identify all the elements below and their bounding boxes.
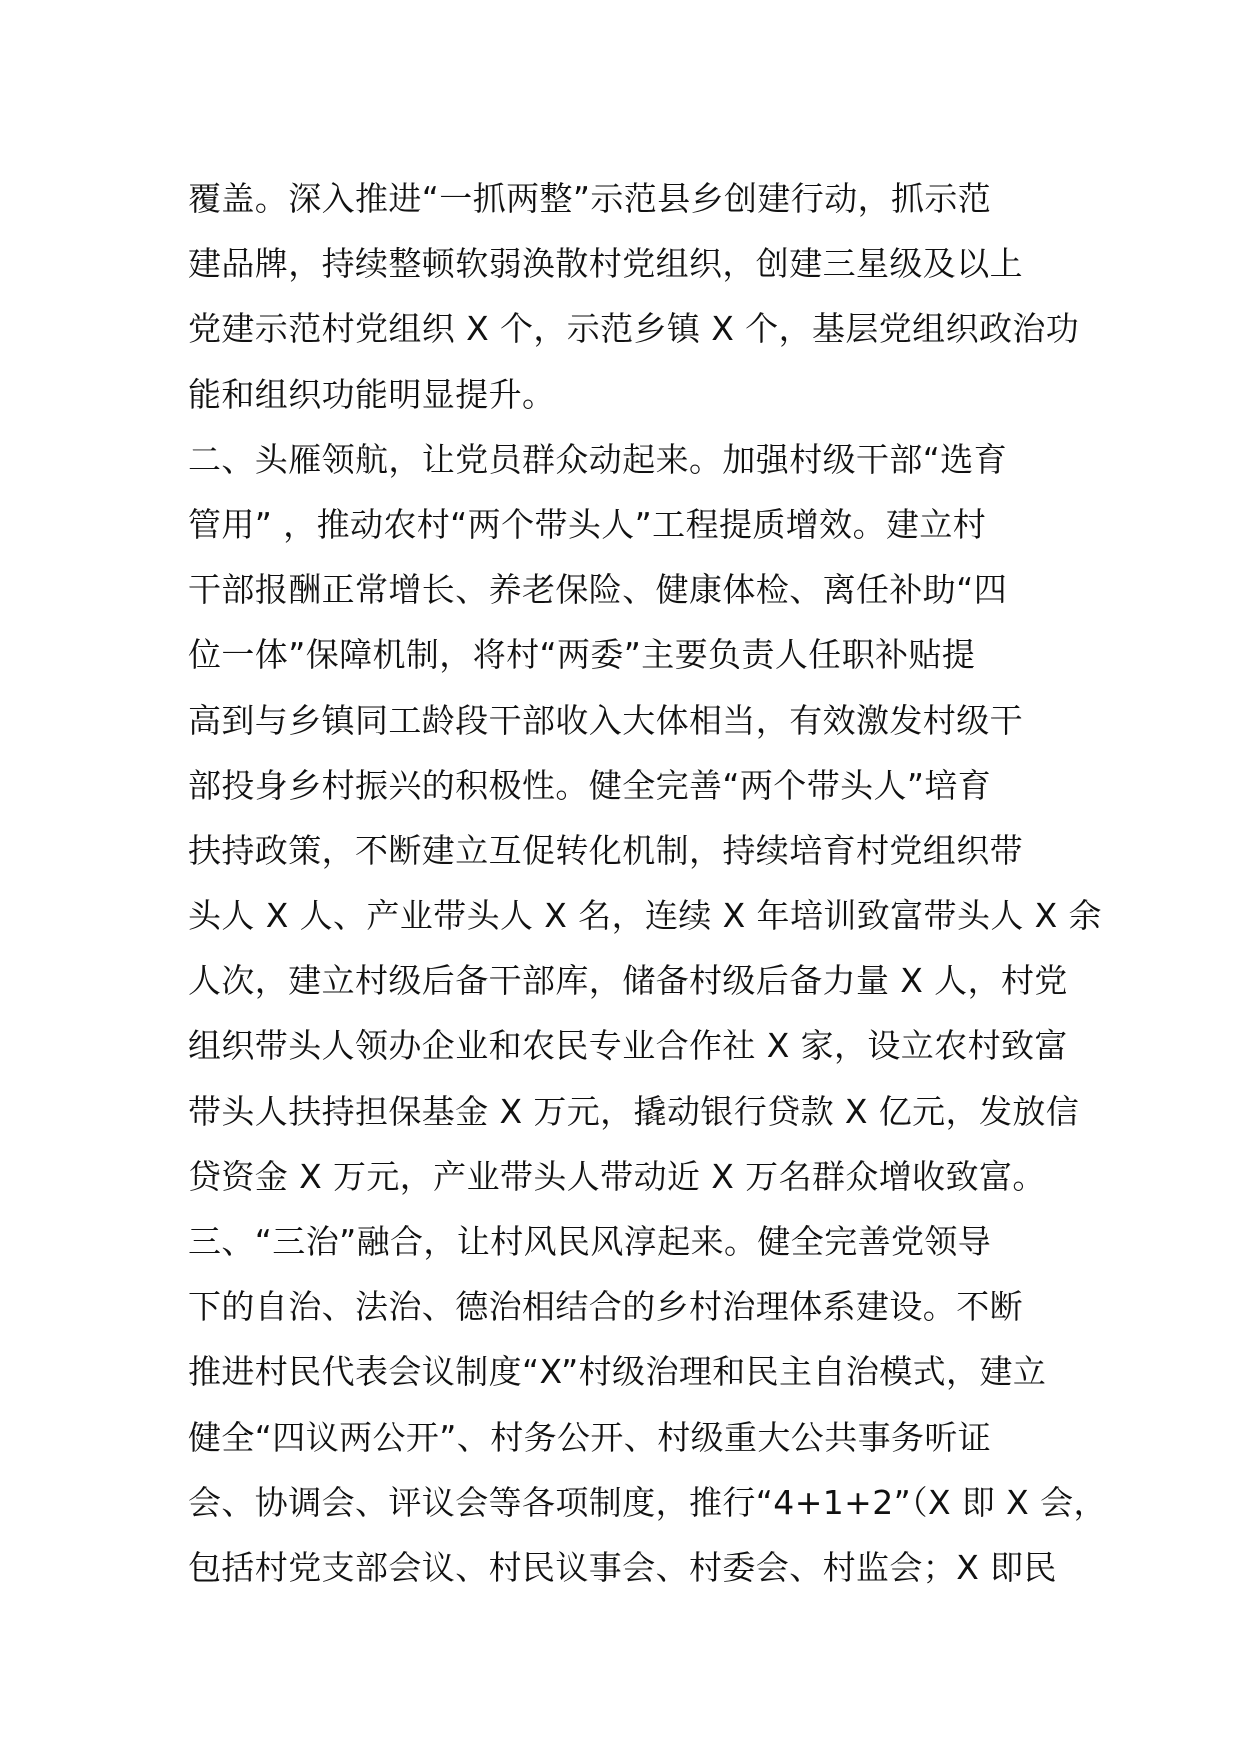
text-line: 二、头雁领航，让党员群众动起来。加强村级干部“选育 [188, 439, 1008, 479]
text-line: 覆盖。深入推进“一抓两整”示范县乡创建行动，抓示范 [188, 179, 992, 218]
text-line: 健全“四议两公开”、村务公开、村级重大公共事务听证 [188, 1417, 992, 1457]
text-line: 带头人扶持担保基金 X 万元，撬动银行贷款 X 亿元，发放信 [188, 1091, 1080, 1131]
text-line: 会、协调会、评议会等各项制度，推行“4+1+2”（X 即 X 会， [188, 1482, 1107, 1522]
text-line: 能和组织功能明显提升。 [188, 374, 556, 414]
text-line: 组织带头人领办企业和农民专业合作社 X 家，设立农村致富 [188, 1026, 1068, 1066]
text-line: 下的自治、法治、德治相结合的乡村治理体系建设。不断 [188, 1287, 1023, 1327]
text-line: 建品牌，持续整顿软弱涣散村党组织，创建三星级及以上 [188, 244, 1023, 284]
text-line: 人次，建立村级后备干部库，储备村级后备力量 X 人，村党 [188, 961, 1068, 1001]
text-line: 推进村民代表会议制度“X”村级治理和民主自治模式，建立 [188, 1352, 1047, 1392]
text-line: 三、“三治”融合，让村风民风淳起来。健全完善党领导 [188, 1222, 992, 1261]
text-line: 管用” ，推动农村“两个带头人”工程提质增效。建立村 [188, 504, 987, 544]
text-line: 高到与乡镇同工龄段干部收入大体相当，有效激发村级干 [188, 700, 1023, 740]
text-line: 贷资金 X 万元，产业带头人带动近 X 万名群众增收致富。 [188, 1156, 1046, 1196]
text-line: 扶持政策，不断建立互促转化机制，持续培育村党组织带 [188, 830, 1023, 870]
body-text [188, 166, 1107, 1600]
text-line: 包括村党支部会议、村民议事会、村委会、村监会；X 即民 [188, 1547, 1057, 1587]
text-line: 干部报酬正常增长、养老保险、健康体检、离任补助“四 [188, 570, 1008, 610]
text-line: 党建示范村党组织 X 个，示范乡镇 X 个，基层党组织政治功 [188, 309, 1080, 349]
text-line: 头人 X 人、产业带头人 X 名，连续 X 年培训致富带头人 X 余 [188, 896, 1102, 936]
text-line: 部投身乡村振兴的积极性。健全完善“两个带头人”培育 [188, 765, 992, 805]
text-line: 位一体”保障机制，将村“两委”主要负责人任职补贴提 [188, 635, 976, 675]
